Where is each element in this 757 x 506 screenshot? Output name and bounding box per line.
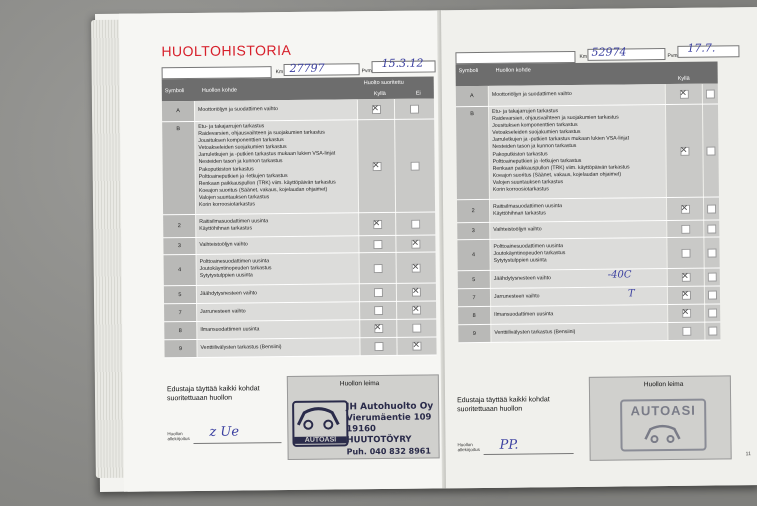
signature-line bbox=[193, 442, 281, 444]
page-number: 11 bbox=[745, 451, 751, 458]
checkbox-yes[interactable] bbox=[374, 324, 383, 333]
km-value: 52974 bbox=[591, 45, 627, 59]
instruction-note: Edustaja täyttää kaikki kohdat suoritettuaan huollon bbox=[457, 396, 550, 414]
checkbox-no[interactable] bbox=[411, 239, 420, 248]
checkbox-no[interactable] bbox=[707, 224, 716, 233]
km-value: 27797 bbox=[289, 61, 325, 75]
symbol-header: Symboli bbox=[164, 88, 185, 95]
checkbox-yes[interactable] bbox=[681, 248, 690, 257]
signature-label: Huollon allekirjoitus bbox=[457, 442, 480, 453]
checkbox-no[interactable] bbox=[412, 263, 421, 272]
row-items: Raitisilmasuodattimen uusinta Käyttöhihnan tarkastus bbox=[196, 213, 358, 237]
date-value: 17.7. bbox=[687, 41, 716, 55]
table-header bbox=[456, 61, 718, 86]
row-items: Moottoriöljyn ja suodattimen vaihto bbox=[195, 99, 357, 121]
checkbox-yes[interactable] bbox=[373, 220, 382, 229]
row-items: Vaihteistoöljyn vaihto bbox=[490, 221, 666, 239]
row-items: Polttoainesuodattimen uusinta Joutokäyntinopeuden tarkastus Sytytystulppien uusinta bbox=[197, 253, 359, 285]
signature: PP. bbox=[499, 437, 519, 453]
stamp-area bbox=[287, 374, 440, 460]
dealer-logo bbox=[620, 399, 707, 452]
checkbox-yes[interactable] bbox=[373, 240, 382, 249]
row-symbol: B bbox=[162, 122, 195, 214]
checkbox-yes[interactable] bbox=[373, 288, 382, 297]
checkbox-yes[interactable] bbox=[371, 105, 380, 114]
checkbox-yes[interactable] bbox=[681, 273, 690, 282]
signature-line bbox=[484, 453, 574, 455]
checkbox-no[interactable] bbox=[410, 104, 419, 113]
checkbox-no[interactable] bbox=[412, 306, 421, 315]
checkbox-yes[interactable] bbox=[679, 89, 688, 98]
table-row bbox=[457, 237, 719, 271]
checkbox-yes[interactable] bbox=[373, 264, 382, 273]
row-items: Jarrunesteen vaihto bbox=[197, 302, 359, 321]
row-items: Etu- ja takajarrujen tarkastus Raidevarsien, ohjausvaihteen ja suojakumien tarkastus Jousituksen komponenttien tarkastus Vetoakseleiden suojakumien tarkastus Jarruletkujen ja -putkien tarkastus mukaan lukien VSA-linjat Nesteiden tason ja kunnon tarkastus Pakoputkiston tarkastus Polttoaineputkien ja -letkujen tarkastus Renkaan paikkauspullon (TRK) viim. käyttöpäivän tarkastus Koeajon suoritus (Säänet, vakaus, kojelaudan ohjaimet) Valojen suuntauksen tarkastus Korin korroosiotarkastus bbox=[489, 105, 666, 199]
checkbox-yes[interactable] bbox=[682, 327, 691, 336]
row-symbol: 9 bbox=[458, 325, 490, 342]
checkbox-no[interactable] bbox=[706, 89, 715, 98]
checkbox-no[interactable] bbox=[707, 248, 716, 257]
service-item-header: Huollon kohde bbox=[495, 67, 531, 74]
checkbox-yes[interactable] bbox=[681, 204, 690, 213]
logo-text: AUTOASI bbox=[294, 436, 346, 444]
row-symbol: 7 bbox=[458, 289, 490, 306]
table-row bbox=[162, 119, 435, 215]
table-header bbox=[162, 76, 434, 101]
checkbox-yes[interactable] bbox=[374, 306, 383, 315]
stamp-area bbox=[589, 375, 732, 460]
service-booklet bbox=[95, 7, 757, 492]
right-page bbox=[441, 7, 757, 488]
performed-header: Huolto suoritettu bbox=[363, 79, 404, 87]
row-symbol: 4 bbox=[457, 240, 489, 270]
instruction-note: Edustaja täyttää kaikki kohdat suoritettuaan huollon bbox=[166, 385, 260, 403]
brake-note: T bbox=[627, 288, 635, 300]
row-items: Jarrunesteen vaihto bbox=[491, 287, 667, 306]
checkbox-no[interactable] bbox=[412, 288, 421, 297]
table-row bbox=[456, 104, 719, 200]
row-symbol: 8 bbox=[164, 322, 196, 339]
table-row bbox=[162, 98, 434, 122]
checkbox-no[interactable] bbox=[708, 291, 717, 300]
coolant-note: -40C bbox=[607, 269, 632, 281]
checkbox-no[interactable] bbox=[708, 273, 717, 282]
row-items: Moottoriöljyn ja suodattimen vaihto bbox=[489, 84, 665, 106]
row-items: Venttiilivälysten tarkastus (Bensiini) bbox=[491, 323, 667, 342]
row-symbol: 7 bbox=[164, 304, 196, 321]
checkbox-yes[interactable] bbox=[682, 309, 691, 318]
pvm-label: Pvm bbox=[667, 52, 678, 60]
checkbox-yes[interactable] bbox=[681, 291, 690, 300]
row-symbol: 8 bbox=[458, 307, 490, 324]
row-items: Jäähdytysnesteen vaihto bbox=[197, 284, 359, 303]
row-symbol: 5 bbox=[458, 271, 490, 288]
signature: z Ue bbox=[209, 424, 240, 440]
pvm-label: Pvm bbox=[361, 68, 372, 75]
table-row bbox=[164, 337, 436, 358]
checkbox-no[interactable] bbox=[708, 327, 717, 336]
signature-label: Huollon allekirjoitus bbox=[167, 431, 190, 442]
checkbox-no[interactable] bbox=[412, 324, 421, 333]
table-row bbox=[164, 252, 436, 286]
table-row bbox=[458, 322, 720, 343]
row-symbol: 9 bbox=[164, 340, 196, 357]
stamp-text: JH Autohuolto Oy Vierumäentie 109 19160 HUUTOTÖYRY Puh. 040 832 8961 bbox=[346, 401, 434, 457]
yes-header: Kyllä bbox=[373, 90, 386, 98]
car-logo-icon bbox=[642, 421, 682, 443]
row-items: Etu- ja takajarrujen tarkastus Raidevarsien, ohjausvaihteen ja suojakumien tarkastus Jousituksen komponenttien tarkastus Vetoakseleiden suojakumien tarkastus Jarruletkujen ja -putkien tarkastus mukaan lukien VSA-linjat Nesteiden tason ja kunnon tarkastus Pakoputkiston tarkastus Polttoaineputkien ja -letkujen tarkastus Renkaan paikkauspullon (TRK) viim. käyttöpäivän tarkastus Koeajon suoritus (Säänet, vakaus, kojelaudan ohjaimet) Valojen suuntauksen tarkastus Korin korroosiotarkastus bbox=[195, 120, 358, 214]
row-symbol: 2 bbox=[457, 200, 489, 222]
yes-header: Kyllä bbox=[677, 75, 690, 82]
row-symbol: 4 bbox=[164, 255, 196, 285]
symbol-header: Symboli bbox=[458, 67, 479, 75]
table-row bbox=[457, 197, 719, 223]
date-value: 15.3.12 bbox=[381, 56, 424, 71]
checkbox-yes[interactable] bbox=[374, 342, 383, 351]
table-row bbox=[456, 83, 718, 107]
checkbox-no[interactable] bbox=[411, 161, 420, 170]
row-items: Polttoainesuodattimen uusinta Joutokäyntinopeuden tarkastus Sytytystulppien uusinta bbox=[490, 238, 666, 270]
checkbox-yes[interactable] bbox=[372, 162, 381, 171]
km-label: Km bbox=[579, 53, 588, 60]
stamp-title: Huollon leima bbox=[643, 380, 684, 389]
row-items: Jäähdytysnesteen vaihto bbox=[491, 269, 667, 288]
row-symbol: 3 bbox=[457, 223, 489, 239]
row-symbol: 2 bbox=[163, 215, 195, 237]
row-symbol: A bbox=[162, 101, 194, 121]
service-item-header: Huollon kohde bbox=[201, 87, 238, 94]
row-symbol: A bbox=[456, 86, 488, 106]
checkbox-no[interactable] bbox=[706, 146, 715, 155]
row-symbol: B bbox=[456, 107, 489, 199]
row-items: Raitisilmasuodattimen uusinta Käyttöhihnan tarkastus bbox=[490, 198, 666, 222]
checkbox-no[interactable] bbox=[412, 342, 421, 351]
dealer-logo bbox=[292, 400, 348, 447]
checkbox-no[interactable] bbox=[411, 219, 420, 228]
km-label: Km bbox=[275, 69, 284, 76]
row-items: Vaihteistoöljyn vaihto bbox=[196, 236, 358, 254]
checkbox-yes[interactable] bbox=[681, 224, 690, 233]
logo-text: AUTOASI bbox=[630, 402, 696, 419]
row-symbol: 3 bbox=[163, 238, 195, 254]
checkbox-yes[interactable] bbox=[680, 146, 689, 155]
row-items: Venttiilivälysten tarkastus (Bensiini) bbox=[197, 338, 359, 357]
checkbox-no[interactable] bbox=[707, 204, 716, 213]
stamp-title: Huollon leima bbox=[339, 380, 380, 388]
car-logo-icon bbox=[294, 402, 342, 431]
no-header: Ei bbox=[415, 90, 421, 97]
row-items: Ilmansuodattimen uusinta bbox=[197, 320, 359, 339]
left-page bbox=[119, 10, 447, 491]
row-symbol: 5 bbox=[164, 286, 196, 303]
row-items: Ilmansuodattimen uusinta bbox=[491, 305, 667, 324]
checkbox-no[interactable] bbox=[708, 309, 717, 318]
page-title: HUOLTOHISTORIA bbox=[161, 41, 292, 60]
table-row bbox=[163, 212, 435, 238]
